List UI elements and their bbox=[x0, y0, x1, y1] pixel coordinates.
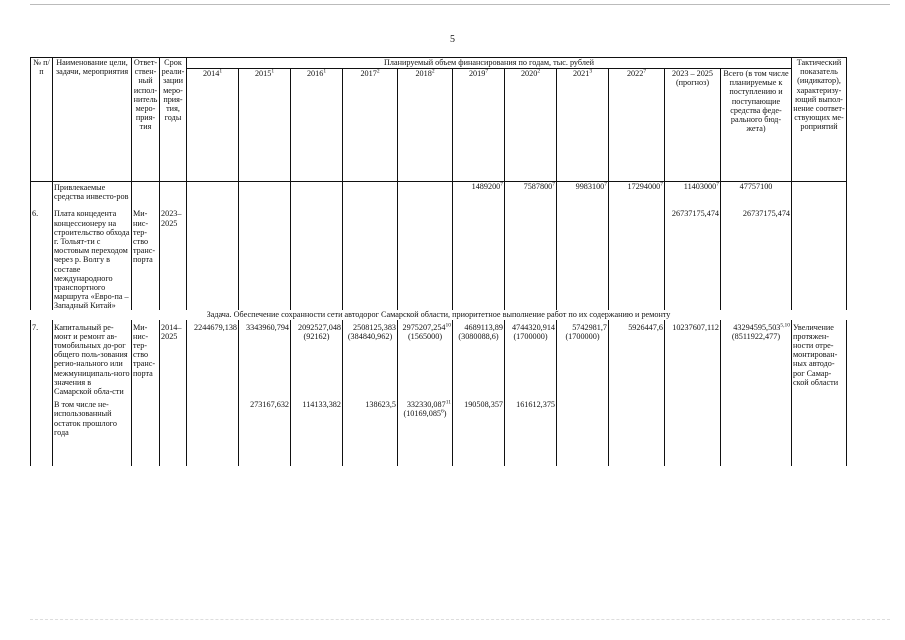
header-total: Всего (в том числе планируемые к поступлению и поступающие средства феде-рального бюд-жета) bbox=[721, 69, 792, 182]
item7-2017: 2508125,383 (384840,962) bbox=[343, 320, 398, 397]
remainder-2018: 332330,087$^{11}$ (10169,085$^6$) bbox=[398, 396, 453, 466]
item7-2022: 5926447,6 bbox=[609, 320, 665, 397]
top-rule bbox=[30, 4, 890, 5]
remainder-2015: 273167,632 bbox=[239, 396, 291, 466]
bottom-rule bbox=[30, 619, 890, 620]
item6-responsible: Ми-нис-тер-ство транс-порта bbox=[132, 201, 160, 310]
header-year-2015: 2015$^1$ bbox=[239, 69, 291, 182]
header-row-1 bbox=[31, 58, 847, 69]
investors-total: 47757100 bbox=[721, 182, 792, 202]
item7-term: 2014– 2025 bbox=[160, 320, 187, 397]
header-year-2016: 2016$^1$ bbox=[291, 69, 343, 182]
item7-name: Капитальный ре-монт и ремонт ав-томобильных до-рог общего поль-зования регио-нального или межмуниципаль-ного значения в Самарской обла-сти bbox=[53, 320, 132, 397]
remainder-2019: 190508,357 bbox=[453, 396, 505, 466]
item6-total: 26737175,474 bbox=[721, 201, 792, 310]
investors-2020: 7587800$^7$ bbox=[505, 182, 557, 202]
header-term: Срок реали-зации меро-прия-тия, годы bbox=[160, 58, 187, 182]
table-row-task bbox=[31, 310, 847, 319]
item7-2016: 2092527,048 (92162) bbox=[291, 320, 343, 397]
header-funding-title: Планируемый объем финансирования по годам, тыс. рублей bbox=[187, 58, 792, 69]
remainder-2017: 138623,5 bbox=[343, 396, 398, 466]
investors-period: 11403000$^7$ bbox=[665, 182, 721, 202]
item6-name: Плата концедента концессионеру на строительство обхода г. Тольят-ти с мостовым переходом через р. Волгу в составе международного транспортного маршрута «Евро-па – Западный Китай» bbox=[53, 201, 132, 310]
header-responsible: Ответ-ствен-ный испол-нитель меро-прия-тия bbox=[132, 58, 160, 182]
funding-table-container bbox=[30, 57, 847, 466]
investors-2019: 1489200$^7$ bbox=[453, 182, 505, 202]
item7-2021: 5742981,7 (1700000) bbox=[557, 320, 609, 397]
item7-2015: 3343960,794 bbox=[239, 320, 291, 397]
investors-2021: 9983100$^7$ bbox=[557, 182, 609, 202]
item7-2018: 2975207,254$^{10}$ (1565000) bbox=[398, 320, 453, 397]
table-row-remainder bbox=[31, 396, 847, 466]
header-year-2021: 2021$^3$ bbox=[557, 69, 609, 182]
funding-table bbox=[30, 57, 847, 466]
item7-2014: 2244679,138 bbox=[187, 320, 239, 397]
header-year-2019: 2019$^7$ bbox=[453, 69, 505, 182]
header-no: № п/п bbox=[31, 58, 53, 182]
header-year-2017: 2017$^2$ bbox=[343, 69, 398, 182]
header-year-2020: 2020$^2$ bbox=[505, 69, 557, 182]
item7-indicator: Увеличение протяжен-ности отре-монтирован-ных автодо-рог Самар-ской области bbox=[792, 320, 847, 397]
item7-2019: 4689113,89 (3080088,6) bbox=[453, 320, 505, 397]
item7-2020: 4744320,914 (1700000) bbox=[505, 320, 557, 397]
item7-total: 43294595,503$^{5,10}$ (8511922,477) bbox=[721, 320, 792, 397]
table-row-investors bbox=[31, 182, 847, 202]
header-name: Наименование цели, задачи, мероприятия bbox=[53, 58, 132, 182]
item6-no: 6. bbox=[31, 201, 53, 310]
header-year-2014: 2014$^1$ bbox=[187, 69, 239, 182]
page-number: 5 bbox=[450, 34, 455, 45]
header-period: 2023 – 2025 (прогноз) bbox=[665, 69, 721, 182]
investors-2022: 17294000$^7$ bbox=[609, 182, 665, 202]
investors-name: Привлекаемые средства инвесто-ров bbox=[53, 182, 132, 202]
remainder-name: В том числе не-использованный остаток прошлого года bbox=[53, 396, 132, 466]
table-row-item6 bbox=[31, 201, 847, 310]
header-indicator: Тактический показатель (индикатор), характеризу-ющий выпол-нение соответ-ствующих ме-роприятий bbox=[792, 58, 847, 182]
header-year-2018: 2018$^2$ bbox=[398, 69, 453, 182]
item7-period: 10237607,112 bbox=[665, 320, 721, 397]
item7-no: 7. bbox=[31, 320, 53, 397]
table-row-item7 bbox=[31, 320, 847, 397]
remainder-2016: 114133,382 bbox=[291, 396, 343, 466]
item7-responsible: Ми-нис-тер-ство транс-порта bbox=[132, 320, 160, 397]
header-year-2022: 2022$^7$ bbox=[609, 69, 665, 182]
task-heading: Задача. Обеспечение сохранности сети автодорог Самарской области, приоритетное выполнение работ по их содержанию и ремонту bbox=[206, 310, 671, 320]
item6-period: 26737175,474 bbox=[665, 201, 721, 310]
item6-term: 2023– 2025 bbox=[160, 201, 187, 310]
remainder-2020: 161612,375 bbox=[505, 396, 557, 466]
